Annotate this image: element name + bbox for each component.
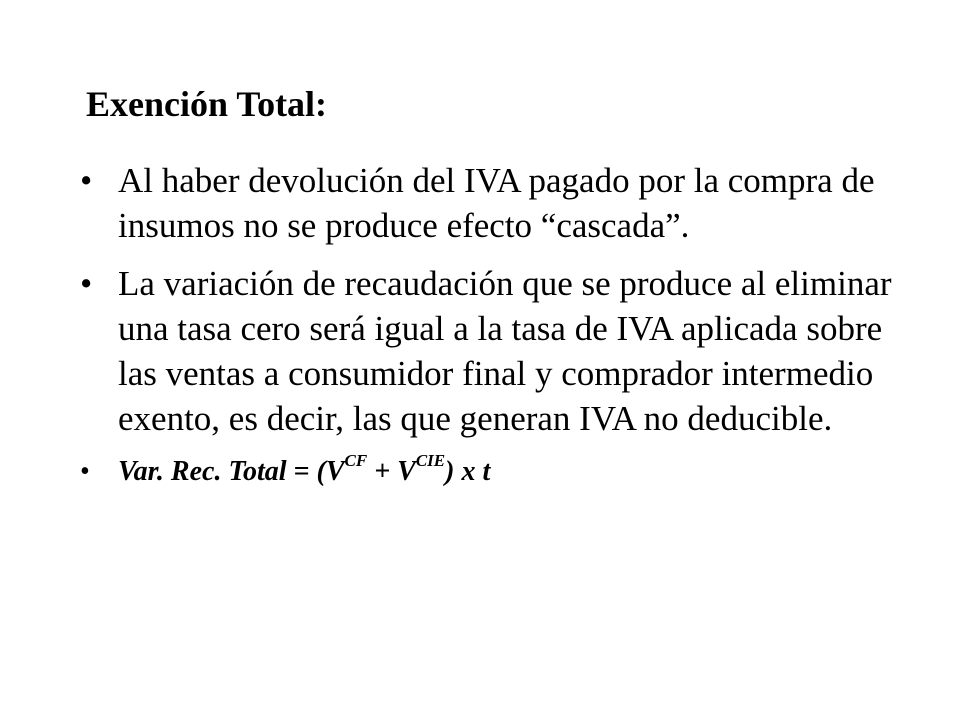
formula-superscript-cf: CF (344, 450, 368, 470)
bullet-item-variacion (80, 261, 910, 441)
formula-superscript-cie: CIE (415, 450, 446, 470)
formula-prefix: Var. Rec. Total = (V (118, 456, 345, 487)
bullet-marker: • (80, 161, 93, 200)
bullet-item-formula (80, 450, 910, 490)
bullet-text: Al haber devolución del IVA pagado por la compra de insumos no se produce efecto “cascada”. (118, 161, 875, 245)
bullet-list (80, 158, 910, 503)
bullet-marker: • (80, 456, 90, 487)
bullet-marker: • (80, 264, 93, 303)
bullet-item-devolucion (80, 158, 910, 248)
formula-suffix: ) x t (445, 456, 491, 487)
bullet-text: La variación de recaudación que se produce al eliminar una tasa cero será igual a la tasa de IVA aplicada sobre las ventas a consumidor final y comprador intermedio exento, es decir, las que generan IVA no deducible. (118, 264, 892, 438)
slide-title: Exención Total: (86, 84, 328, 124)
formula-middle: + V (367, 456, 416, 487)
